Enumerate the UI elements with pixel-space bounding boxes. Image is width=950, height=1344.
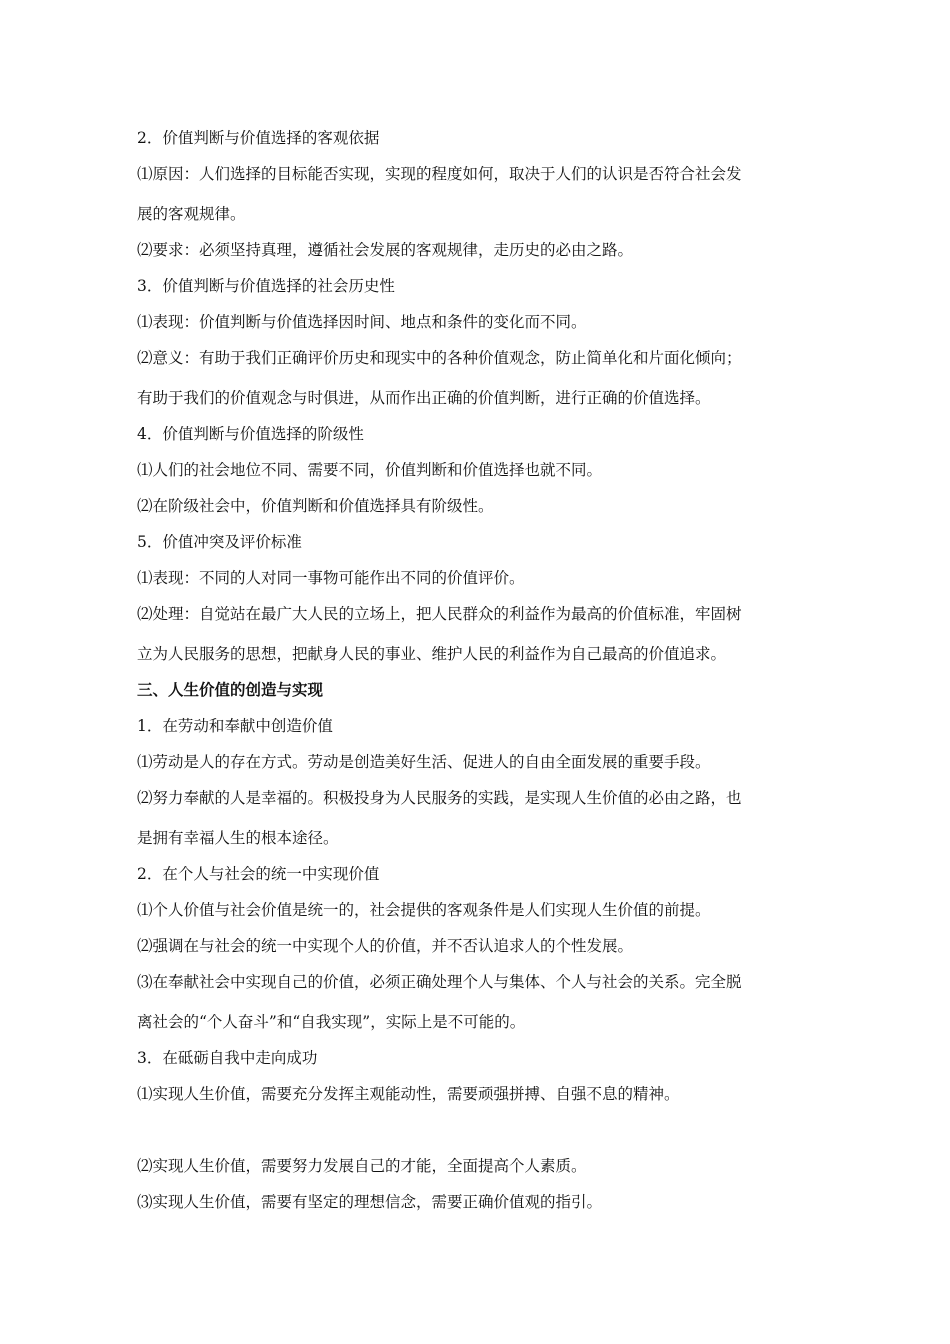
- subheading: 3．价值判断与价值选择的社会历史性: [137, 277, 395, 295]
- paragraph-line: ⑶实现人生价值，需要有坚定的理想信念，需要正确价值观的指引。: [137, 1193, 603, 1211]
- subheading: 4．价值判断与价值选择的阶级性: [137, 425, 364, 443]
- paragraph-line: 展的客观规律。: [137, 205, 246, 223]
- paragraph-line: ⑴表现：不同的人对同一事物可能作出不同的价值评价。: [137, 569, 525, 587]
- paragraph-line: ⑴个人价值与社会价值是统一的，社会提供的客观条件是人们实现人生价值的前提。: [137, 901, 711, 919]
- paragraph-line: 有助于我们的价值观念与时俱进，从而作出正确的价值判断，进行正确的价值选择。: [137, 389, 711, 407]
- paragraph-line: ⑵要求：必须坚持真理，遵循社会发展的客观规律，走历史的必由之路。: [137, 241, 634, 259]
- section-heading: 三、人生价值的创造与实现: [137, 680, 324, 699]
- paragraph-line: ⑴原因：人们选择的目标能否实现，实现的程度如何，取决于人们的认识是否符合社会发: [137, 165, 742, 183]
- subheading: 2．在个人与社会的统一中实现价值: [137, 865, 380, 883]
- paragraph-line: ⑴劳动是人的存在方式。劳动是创造美好生活、促进人的自由全面发展的重要手段。: [137, 753, 711, 771]
- paragraph-line: ⑵努力奉献的人是幸福的。积极投身为人民服务的实践，是实现人生价值的必由之路，也: [137, 789, 742, 807]
- paragraph-line: ⑴表现：价值判断与价值选择因时间、地点和条件的变化而不同。: [137, 313, 587, 331]
- paragraph-line: 离社会的“个人奋斗”和“自我实现”，实际上是不可能的。: [137, 1013, 526, 1031]
- paragraph-line: ⑵处理：自觉站在最广大人民的立场上，把人民群众的利益作为最高的价值标准，牢固树: [137, 605, 742, 623]
- subheading: 2．价值判断与价值选择的客观依据: [137, 129, 380, 147]
- paragraph-line: ⑵实现人生价值，需要努力发展自己的才能，全面提高个人素质。: [137, 1157, 587, 1175]
- paragraph-line: ⑵意义：有助于我们正确评价历史和现实中的各种价值观念，防止简单化和片面化倾向；: [137, 349, 742, 367]
- subheading: 5．价值冲突及评价标准: [137, 533, 302, 551]
- paragraph-line: 立为人民服务的思想，把献身人民的事业、维护人民的利益作为自己最高的价值追求。: [137, 645, 727, 663]
- paragraph-line: ⑴人们的社会地位不同、需要不同，价值判断和价值选择也就不同。: [137, 461, 603, 479]
- paragraph-line: ⑶在奉献社会中实现自己的价值，必须正确处理个人与集体、个人与社会的关系。完全脱: [137, 973, 742, 991]
- subheading: 3．在砥砺自我中走向成功: [137, 1049, 318, 1067]
- subheading: 1．在劳动和奉献中创造价值: [137, 717, 333, 735]
- paragraph-line: ⑵强调在与社会的统一中实现个人的价值，并不否认追求人的个性发展。: [137, 937, 634, 955]
- paragraph-line: ⑴实现人生价值，需要充分发挥主观能动性，需要顽强拼搏、自强不息的精神。: [137, 1085, 680, 1103]
- paragraph-line: 是拥有幸福人生的根本途径。: [137, 829, 339, 847]
- paragraph-line: ⑵在阶级社会中，价值判断和价值选择具有阶级性。: [137, 497, 494, 515]
